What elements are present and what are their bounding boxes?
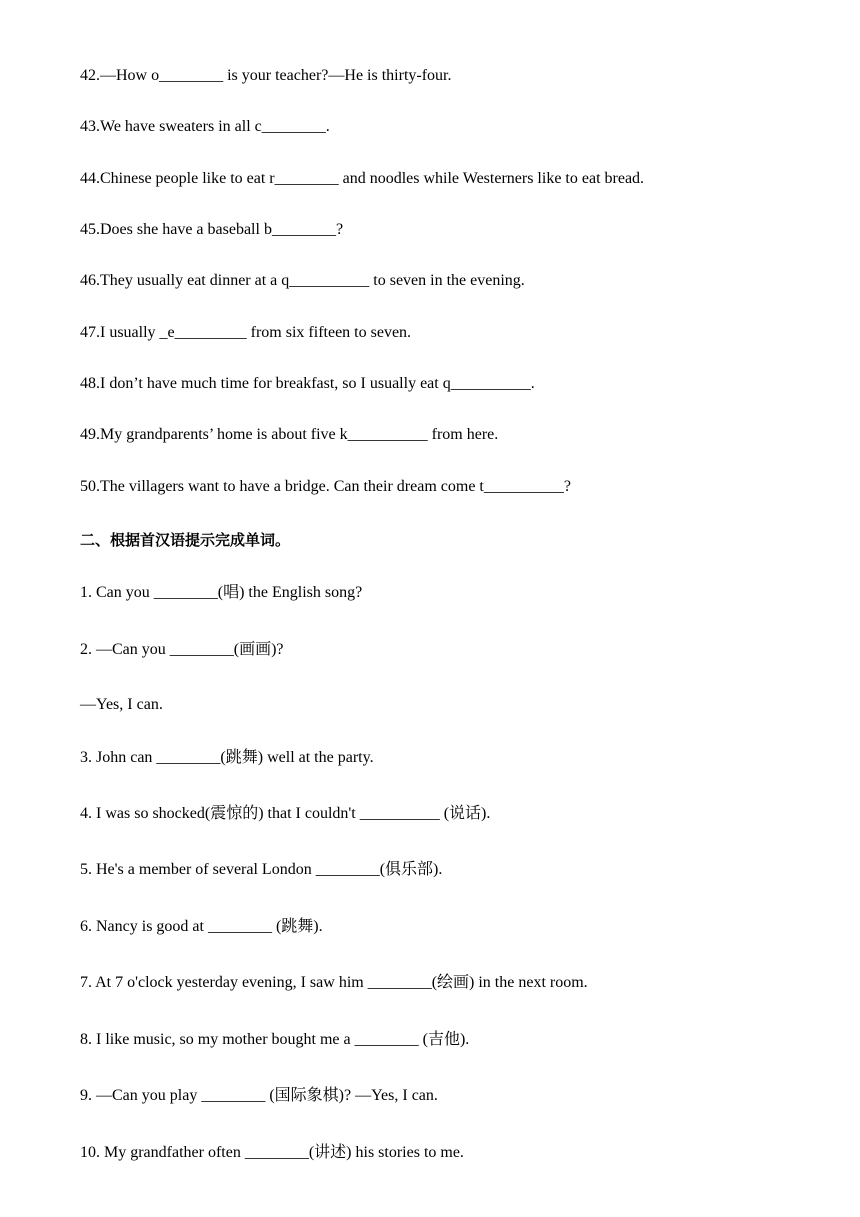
question-47: 47.I usually _e_________ from six fifteen to seven. <box>80 324 412 341</box>
question-48: 48.I don’t have much time for breakfast, so I usually eat q__________. <box>80 375 535 392</box>
question-7: 7. At 7 o'clock yesterday evening, I saw him ________(绘画) in the next room. <box>80 974 588 991</box>
question-3: 3. John can ________(跳舞) well at the party. <box>80 749 374 766</box>
question-5: 5. He's a member of several London ________(俱乐部). <box>80 861 443 878</box>
question-46: 46.They usually eat dinner at a q__________ to seven in the evening. <box>80 272 525 289</box>
question-6: 6. Nancy is good at ________ (跳舞). <box>80 918 323 935</box>
question-45: 45.Does she have a baseball b________? <box>80 221 344 238</box>
question-44: 44.Chinese people like to eat r________ and noodles while Westerners like to eat bread. <box>80 170 645 187</box>
question-8: 8. I like music, so my mother bought me a ________ (吉他). <box>80 1031 470 1048</box>
question-50: 50.The villagers want to have a bridge. Can their dream come t__________? <box>80 478 571 495</box>
question-4: 4. I was so shocked(震惊的) that I couldn't __________ (说话). <box>80 805 491 822</box>
question-1: 1. Can you ________(唱) the English song? <box>80 584 363 601</box>
question-9: 9. —Can you play ________ (国际象棋)? —Yes, I can. <box>80 1087 438 1104</box>
question-2-answer: —Yes, I can. <box>80 696 163 713</box>
section-heading: 二、根据首汉语提示完成单词。 <box>80 531 291 549</box>
question-42: 42.—How o________ is your teacher?—He is thirty-four. <box>80 67 452 84</box>
question-49: 49.My grandparents’ home is about five k__________ from here. <box>80 426 499 443</box>
question-43: 43.We have sweaters in all c________. <box>80 118 330 135</box>
question-10: 10. My grandfather often ________(讲述) his stories to me. <box>80 1144 464 1161</box>
question-2: 2. —Can you ________(画画)? <box>80 641 284 658</box>
